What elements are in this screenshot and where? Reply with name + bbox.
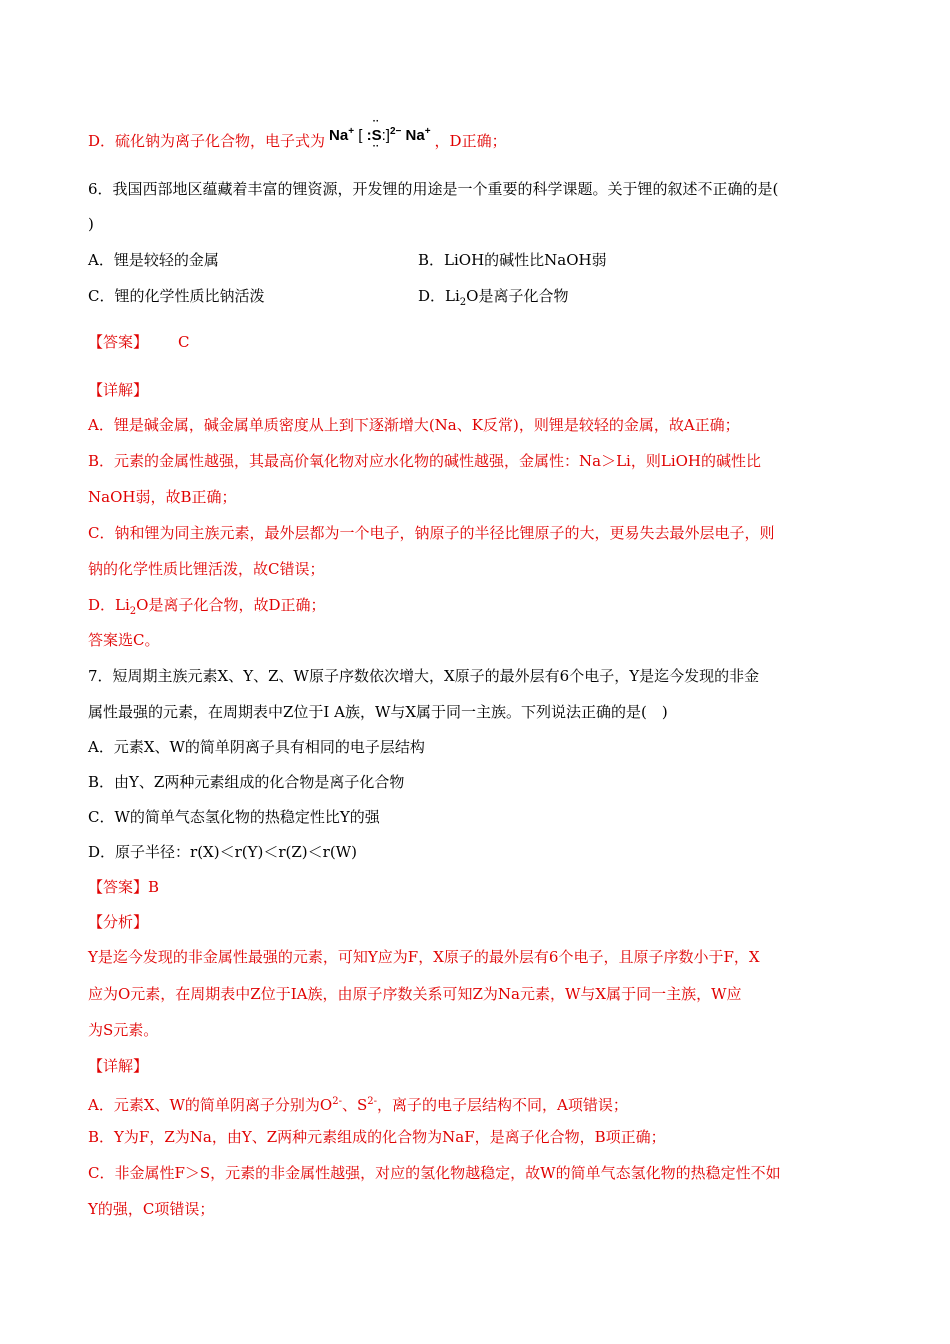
q7-option-c: C．W的简单气态氢化物的热稳定性比Y的强: [88, 808, 380, 826]
q6-detail-c-2: 钠的化学性质比锂活泼，故C错误；: [88, 560, 325, 578]
formula-s: S: [371, 127, 382, 144]
q7-detail-a-sup2: 2-: [367, 1096, 378, 1107]
q6-stem: 6．我国西部地区蕴藏着丰富的锂资源，开发锂的用途是一个重要的科学课题。关于锂的叙述不正确的是(: [88, 180, 779, 198]
q6-detail-d-post: O是离子化合物，故D正确；: [136, 596, 326, 614]
prev-answer-d-suffix: ，D正确；: [434, 132, 507, 150]
formula-colon: :: [366, 127, 372, 144]
formula-dots-bottom: ··: [372, 141, 380, 152]
formula-plus2: +: [424, 126, 431, 137]
formula-s-wrap: [371, 116, 382, 152]
q6-option-b: B．LiOH的碱性比NaOH弱: [418, 251, 607, 269]
q6-stem-end: ): [88, 215, 94, 233]
formula-left-bracket: [: [358, 127, 363, 144]
q6-answer-label: 【答案】: [88, 333, 149, 351]
formula-plus1: +: [348, 126, 355, 137]
q6-option-d-post: O是离子化合物: [466, 287, 569, 305]
q7-detail-a-pre: A．元素X、W的简单阴离子分别为O: [88, 1096, 333, 1114]
q7-answer: 【答案】B: [88, 878, 160, 896]
q7-detail-c-2: Y的强，C项错误；: [88, 1200, 215, 1218]
formula-charge: 2−: [389, 126, 402, 137]
q6-option-d: [418, 286, 568, 313]
q7-stem-2: 属性最强的元素，在周期表中Z位于I A族，W与X属于同一主族。下列说法正确的是( ): [88, 703, 668, 721]
q6-answer-value: C: [178, 333, 190, 351]
q6-option-a: A．锂是较轻的金属: [88, 251, 219, 269]
formula-right-bracket: :]: [381, 127, 390, 144]
formula-na1: Na: [329, 127, 349, 144]
formula-dots-top: ··: [372, 116, 380, 127]
sodium-sulfide-electron-formula: [329, 116, 431, 152]
q6-detail-a: A．锂是碱金属，碱金属单质密度从上到下逐渐增大(Na、K反常)，则锂是较轻的金属，故A正确；: [88, 416, 740, 434]
q6-answer: [88, 332, 190, 352]
q7-analysis-1: Y是迄今发现的非金属性最强的元素，可知Y应为F，X原子的最外层有6个电子，且原子序数小于F，X: [88, 948, 760, 966]
q6-option-d-pre: D．Li: [418, 287, 460, 305]
prev-answer-d-line: [88, 116, 507, 152]
q6-detail-b-2: NaOH弱，故B正确；: [88, 488, 237, 506]
q6-detail-d-pre: D．Li: [88, 596, 130, 614]
q7-detail-a: [88, 1092, 628, 1115]
q7-option-b: B．由Y、Z两种元素组成的化合物是离子化合物: [88, 773, 405, 791]
q7-analysis-2: 应为O元素，在周期表中Z位于IA族，由原子序数关系可知Z为Na元素，W与X属于同一主族，W应: [88, 985, 742, 1003]
q7-option-a: A．元素X、W的简单阴离子具有相同的电子层结构: [88, 738, 425, 756]
q7-analysis-3: 为S元素。: [88, 1021, 159, 1039]
q6-detail-label: 【详解】: [88, 381, 149, 399]
prev-answer-d-prefix: D．硫化钠为离子化合物，电子式为: [88, 132, 326, 150]
q7-detail-label: 【详解】: [88, 1057, 149, 1075]
q6-detail-b-1: B．元素的金属性越强，其最高价氧化物对应水化物的碱性越强，金属性：Na＞Li，则LiOH的碱性比: [88, 452, 761, 470]
q7-detail-a-post: ，离子的电子层结构不同，A项错误；: [377, 1096, 628, 1114]
q7-option-d: D．原子半径：r(X)＜r(Y)＜r(Z)＜r(W): [88, 843, 357, 861]
q7-detail-b: B．Y为F，Z为Na，由Y、Z两种元素组成的化合物为NaF，是离子化合物，B项正确；: [88, 1128, 666, 1146]
formula-na2: Na: [405, 127, 425, 144]
q7-detail-a-sup1: 2-: [332, 1096, 342, 1107]
q6-option-c: C．锂的化学性质比钠活泼: [88, 287, 265, 305]
q6-option-d-sub: 2: [459, 297, 467, 308]
q6-conclusion: 答案选C。: [88, 631, 160, 649]
q6-detail-c-1: C．钠和锂为同主族元素，最外层都为一个电子，钠原子的半径比锂原子的大，更易失去最外层电子，则: [88, 524, 775, 542]
q7-analysis-label: 【分析】: [88, 913, 149, 931]
q6-detail-d: [88, 595, 326, 622]
q7-detail-a-mid: 、S: [341, 1096, 368, 1114]
q7-stem-1: 7．短周期主族元素X、Y、Z、W原子序数依次增大，X原子的最外层有6个电子，Y是迄今发现的非金: [88, 667, 760, 685]
q6-detail-d-sub: 2: [129, 606, 137, 617]
q7-detail-c-1: C．非金属性F＞S，元素的非金属性越强，对应的氢化物越稳定，故W的简单气态氢化物的热稳定性不如: [88, 1164, 781, 1182]
